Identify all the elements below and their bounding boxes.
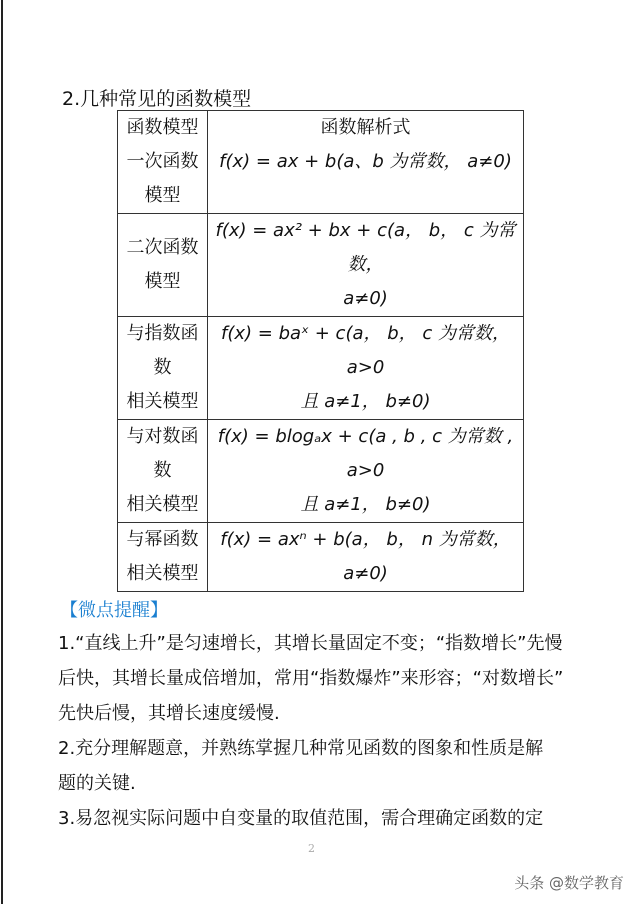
table-cell bbox=[208, 111, 524, 214]
paragraph-line: 题的关键. bbox=[58, 773, 136, 794]
table-cell bbox=[118, 111, 208, 214]
header-model-label: 函数模型 bbox=[126, 117, 199, 138]
left-border-line bbox=[1, 0, 3, 904]
table-cell bbox=[118, 420, 208, 523]
table-row bbox=[118, 523, 524, 592]
table-row bbox=[118, 420, 524, 523]
header-formula-label: 函数解析式 bbox=[320, 117, 411, 138]
paragraph-line: 后快，其增长量成倍增加，常用“指数爆炸”来形容；“对数增长” bbox=[58, 668, 564, 689]
paragraph-line: 2.充分理解题意，并熟练掌握几种常见函数的图象和性质是解 bbox=[58, 738, 544, 759]
tip-point-3 bbox=[58, 801, 588, 836]
model-name-line: 相关模型 bbox=[126, 563, 199, 584]
model-name-line: 数 bbox=[153, 357, 172, 378]
watermark: 头条 @数学教育 bbox=[514, 874, 624, 892]
formula-line: a≠0) bbox=[343, 288, 388, 309]
formula-line: f(x) = ax + b(a、b 为常数， a≠0) bbox=[219, 151, 512, 172]
table-cell bbox=[118, 317, 208, 420]
tip-title: 【微点提醒】 bbox=[60, 600, 168, 621]
formula-line: 且 a≠1， b≠0) bbox=[300, 494, 431, 515]
model-name-line: 与幂函数 bbox=[126, 529, 199, 550]
model-name-line: 与对数函 bbox=[126, 426, 199, 447]
table-row bbox=[118, 317, 524, 420]
model-name-line: 与指数函 bbox=[126, 323, 199, 344]
table-cell bbox=[208, 214, 524, 317]
model-name-line: 一次函数 bbox=[126, 151, 199, 172]
model-name-line: 相关模型 bbox=[126, 494, 199, 515]
table-cell bbox=[208, 420, 524, 523]
formula-line: f(x) = baˣ + c(a， b， c 为常数， a>0 bbox=[221, 323, 510, 378]
table-cell bbox=[208, 317, 524, 420]
table-row bbox=[118, 214, 524, 317]
formula-line: 且 a≠1， b≠0) bbox=[300, 391, 431, 412]
paragraph-line: 3.易忽视实际问题中自变量的取值范围，需合理确定函数的定 bbox=[58, 808, 544, 829]
model-name-line: 模型 bbox=[144, 271, 181, 292]
model-name-line: 模型 bbox=[144, 185, 181, 206]
formula-line: f(x) = blogₐx + c(a , b , c 为常数 , a>0 bbox=[217, 426, 514, 481]
page-number: 2 bbox=[308, 842, 315, 855]
table-cell bbox=[208, 523, 524, 592]
paragraph-line: 先快后慢，其增长速度缓慢. bbox=[58, 703, 280, 724]
model-name-line: 数 bbox=[153, 460, 172, 481]
table-cell bbox=[118, 214, 208, 317]
tip-point-1 bbox=[58, 626, 588, 731]
table-row bbox=[118, 111, 524, 214]
section-heading: 2.几种常见的函数模型 bbox=[62, 88, 252, 110]
model-name-line: 相关模型 bbox=[126, 391, 199, 412]
paragraph-line: 1.“直线上升”是匀速增长，其增长量固定不变；“指数增长”先慢 bbox=[58, 633, 563, 654]
formula-line: f(x) = axⁿ + b(a， b， n 为常数， a≠0) bbox=[220, 529, 511, 584]
formula-line: f(x) = ax² + bx + c(a， b， c 为常数， bbox=[215, 220, 516, 275]
model-name-line: 二次函数 bbox=[126, 237, 199, 258]
tip-point-2 bbox=[58, 731, 588, 801]
function-model-table bbox=[117, 110, 524, 592]
table-cell bbox=[118, 523, 208, 592]
